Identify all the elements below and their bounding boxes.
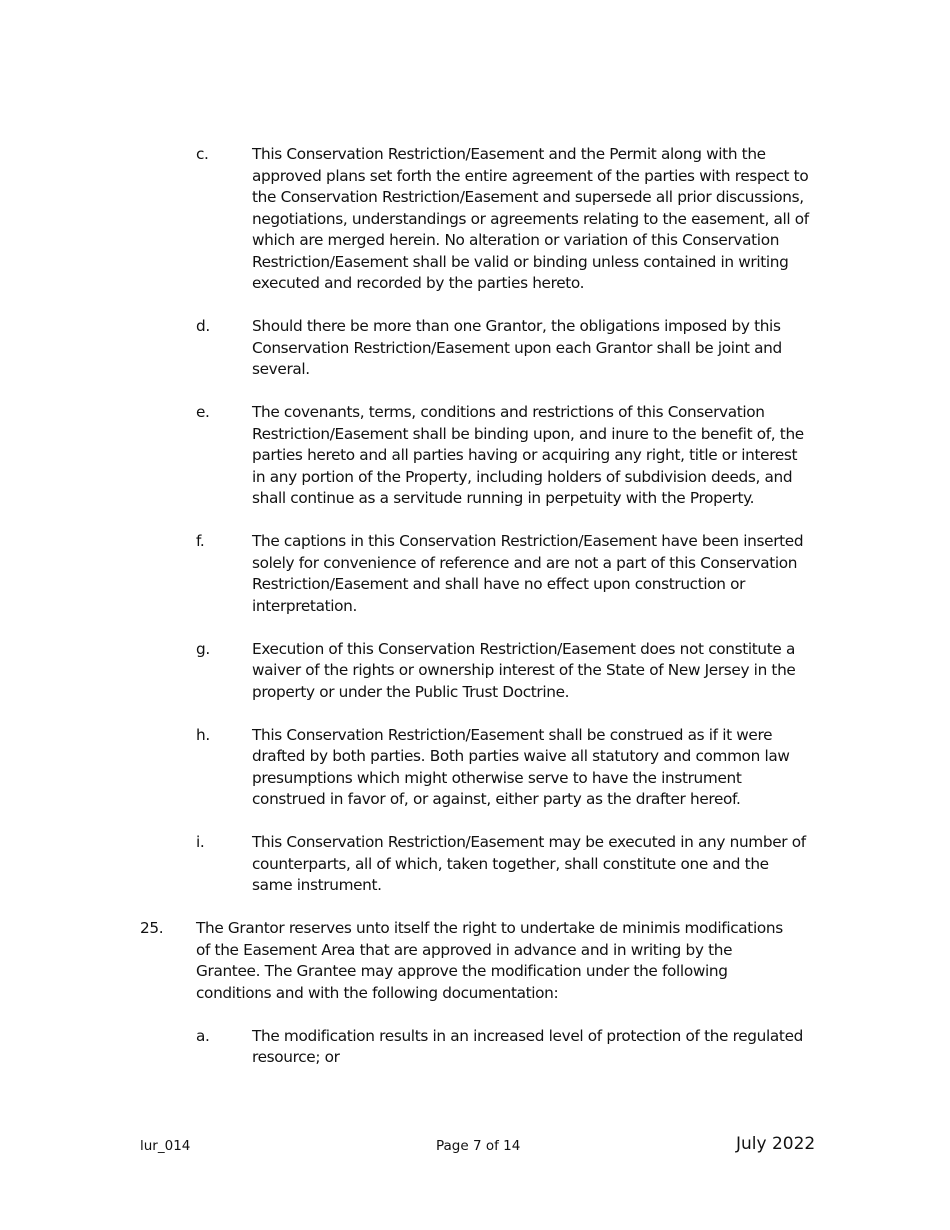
subsection-label: h. (196, 725, 210, 744)
subsection-c (0, 144, 812, 295)
subsection-a (0, 1026, 812, 1069)
subsection-text: The captions in this Conservation Restriction/Easement have been inserted solely for convenience of reference and are not a part of this Conservation Restriction/Easement and shall have no effect upon construction or interpretation. (252, 532, 804, 615)
page-number: Page 7 of 14 (436, 1138, 521, 1154)
subsection-h (0, 725, 812, 811)
subsection-e (0, 402, 812, 510)
subsection-label: a. (196, 1026, 210, 1045)
document-date: July 2022 (736, 1134, 816, 1154)
subsection-label: d. (196, 317, 210, 335)
subsection-text: This Conservation Restriction/Easement and the Permit along with the approved plans set forth the entire agreement of the parties with respect to the Conservation Restriction/Easement and supersede all prior discussions, negotiations, understandings or agreements relating to the easement, all of which are merged herein. No alteration or variation of this Conservation Restriction/Easement shall be valid or binding unless contained in writing executed and recorded by the parties hereto. (252, 145, 809, 292)
subsection-label: f. (196, 532, 205, 550)
subsection-i (0, 832, 812, 897)
document-body (0, 144, 950, 1090)
subsection-label: c. (196, 145, 209, 163)
subsection-label: e. (196, 403, 210, 421)
subsection-text: The modification results in an increased level of protection of the regulated resource; or (252, 1026, 803, 1066)
page-footer (0, 1134, 950, 1158)
subsection-text: Should there be more than one Grantor, the obligations imposed by this Conservation Restriction/Easement upon each Grantor shall be joint and several. (252, 317, 782, 378)
subsection-text: This Conservation Restriction/Easement shall be construed as if it were drafted by both parties. Both parties waive all statutory and common law presumptions which might otherwise serve to have the instrument construed in favor of, or against, either party as the drafter hereof. (252, 725, 790, 808)
subsection-text: Execution of this Conservation Restriction/Easement does not constitute a waiver of the rights or ownership interest of the State of New Jersey in the property or under the Public Trust Doctrine. (252, 639, 796, 701)
subsection-text: This Conservation Restriction/Easement may be executed in any number of counterparts, all of which, taken together, shall constitute one and the same instrument. (252, 833, 806, 894)
section-text: The Grantor reserves unto itself the right to undertake de minimis modifications of the Easement Area that are approved in advance and in writing by the Grantee. The Grantee may approve the modification under the following conditions and with the following documentation: (196, 919, 783, 1002)
subsection-f (0, 531, 812, 617)
section-25 (0, 918, 796, 1004)
form-id: lur_014 (140, 1138, 191, 1154)
subsection-label: g. (196, 639, 210, 658)
subsection-text: The covenants, terms, conditions and restrictions of this Conservation Restriction/Easement shall be binding upon, and inure to the benefit of, the parties hereto and all parties having or acquiring any right, title or interest in any portion of the Property, including holders of subdivision deeds, and shall continue as a servitude running in perpetuity with the Property. (252, 403, 804, 507)
subsection-label: i. (196, 833, 205, 851)
subsection-g (0, 639, 812, 704)
section-label: 25. (140, 919, 164, 937)
subsection-d (0, 316, 812, 381)
